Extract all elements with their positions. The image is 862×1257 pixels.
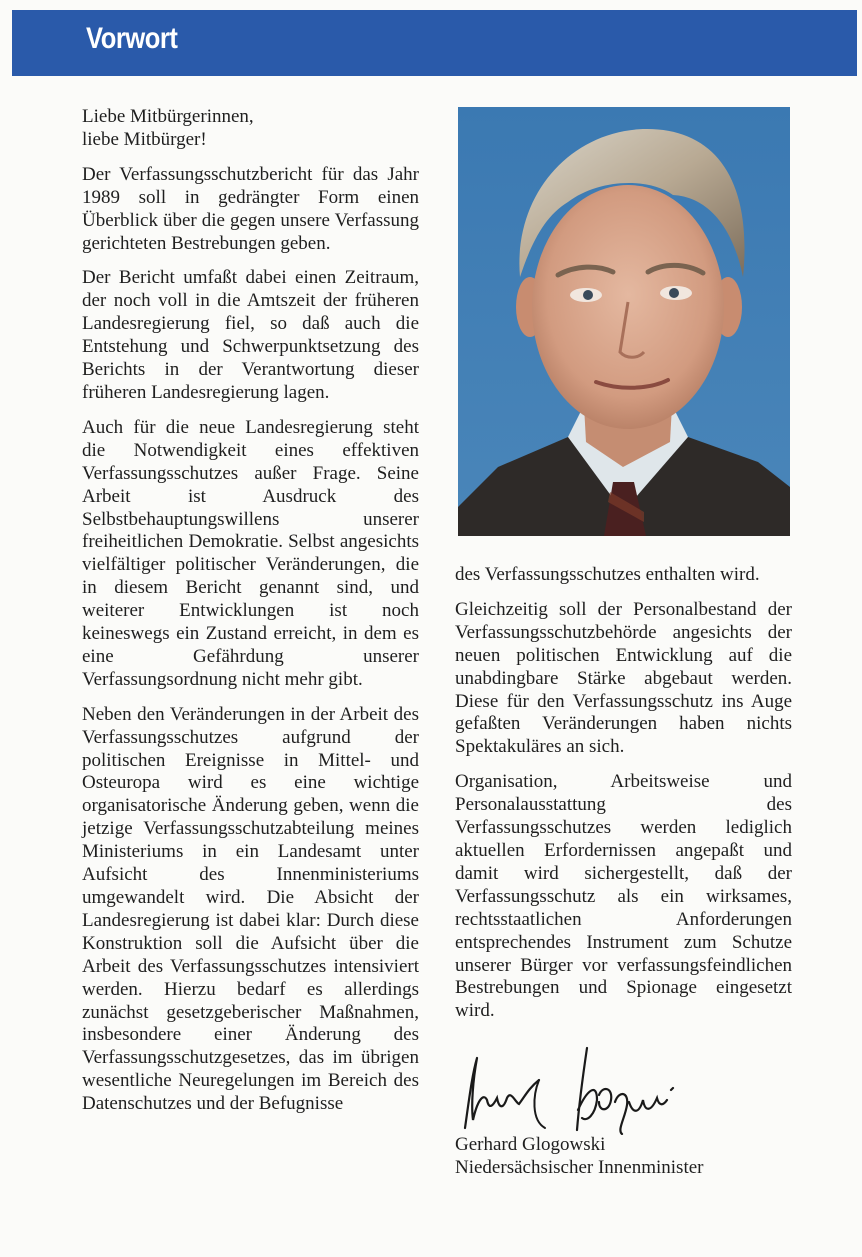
signature-graphic [447, 1040, 707, 1135]
page-title: Vorwort [86, 22, 178, 55]
paragraph: des Verfassungsschutzes enthalten wird. [455, 564, 760, 585]
greeting-line: Liebe Mitbürgerinnen, [82, 106, 254, 127]
right-column [455, 564, 792, 1023]
paragraph: Neben den Veränderungen in der Arbeit des Verfassungsschutzes aufgrund der politischen Ereignisse in Mittel- und Osteuropa wird es eine wichtige organisatorische Änderung geben, wenn die jetzige Verfassungsschutzabteilung meines Ministeriums in ein Landesamt unter Aufsicht des Innenministeriums umgewandelt wird. Die Absicht der Landesregierung ist dabei klar: Durch diese Konstruktion soll die Aufsicht über die Arbeit des Verfassungsschutzes intensiviert werden. Hierzu bedarf es allerdings zunächst gesetzgeberischer Maßnahmen, insbesondere einer Änderung des Verfassungsschutzgesetzes, das im übrigen wesentliche Neuregelungen im Bereich des Datenschutzes und der Befugnisse [82, 703, 419, 1115]
paragraph: Der Bericht umfaßt dabei einen Zeitraum, der noch voll in die Amtszeit der früheren Landesregierung fiel, so daß auch die Entstehung und Schwerpunktsetzung des Berichts in der Verantwortung dieser früheren Landesregierung lagen. [82, 267, 419, 403]
signer-name: Gerhard Glogowski [455, 1134, 606, 1155]
paragraph: Organisation, Arbeitsweise und Personalausstattung des Verfassungsschutzes werden lediglich aktuellen Erfordernissen angepaßt und damit wird sichergestellt, daß der Verfassungsschutz als ein wirksames, rechtsstaatlichen Anforderungen entsprechendes Instrument zum Schutze unserer Bürger vor verfassungsfeindlichen Bestrebungen und Spionage eingesetzt wird. [455, 771, 792, 1022]
paragraph: Auch für die neue Landesregierung steht die Notwendigkeit eines effektiven Verfassungsschutzes außer Frage. Seine Arbeit ist Ausdruck des Selbstbehauptungswillens unserer freiheitlichen Demokratie. Selbst angesichts vielfältiger politischer Veränderungen, die in diesem Bericht genannt sind, und weiterer Entwicklungen ist noch keineswegs ein Zustand erreicht, in dem es eine Gefährdung unserer Verfassungsordnung nicht mehr gibt. [82, 416, 419, 690]
signer-role: Niedersächsischer Innenminister [455, 1157, 704, 1178]
portrait-photo [458, 107, 790, 536]
greeting [82, 106, 419, 152]
greeting-line: liebe Mitbürger! [82, 128, 207, 150]
signer-block [455, 1133, 704, 1179]
paragraph: Gleichzeitig soll der Personalbestand der Verfassungsschutzbehörde angesichts der neuen politischen Entwicklung auf die unabdingbare Stärke abgebaut werden. Diese für den Verfassungsschutz ins Auge gefaßten Veränderungen haben nichts Spektakuläres an sich. [455, 598, 792, 758]
left-column [82, 106, 419, 1116]
portrait-illustration [458, 107, 790, 536]
paragraph: Der Verfassungsschutzbericht für das Jahr 1989 soll in gedrängter Form einen Überblick über die gegen unsere Verfassung gerichteten Bestrebungen geben. [82, 163, 419, 254]
